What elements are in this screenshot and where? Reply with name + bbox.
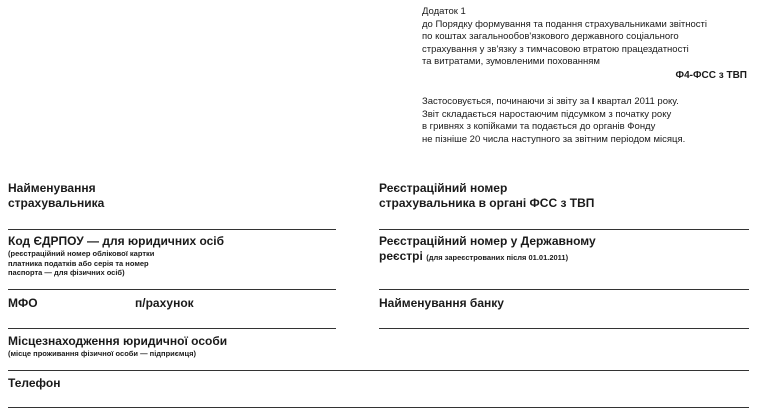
usage-note-line: не пізніше 20 числа наступного за звітним періодом місяця.	[422, 133, 686, 145]
edrpou-sublabel: паспорта — для фізичних осіб)	[8, 268, 125, 277]
edrpou-sublabel: платника податків або серія та номер	[8, 258, 149, 268]
insurer-name-label-line: страхувальника	[8, 196, 105, 210]
fss-reg-number-label-line: Реєстраційний номер	[379, 181, 508, 195]
location-block	[8, 334, 227, 359]
bank-name-field-line[interactable]	[379, 328, 749, 329]
location-field-line[interactable]	[8, 370, 749, 371]
state-register-field-line[interactable]	[379, 289, 749, 290]
phone-label: Телефон	[8, 376, 61, 390]
phone-field-line[interactable]	[8, 407, 749, 408]
usage-note	[422, 96, 685, 146]
state-register-label	[379, 234, 596, 265]
state-register-label-line: Реєстраційний номер у Державному	[379, 234, 596, 248]
state-register-label-text: реєстрі	[379, 249, 423, 263]
location-sublabel: (місце проживання фізичної особи — підприємця)	[8, 349, 196, 358]
state-register-label-line	[379, 249, 596, 265]
edrpou-field-line[interactable]	[8, 289, 336, 290]
edrpou-block	[8, 234, 224, 278]
quarter-roman: І	[591, 96, 595, 107]
appendix-block	[422, 6, 707, 69]
edrpou-label: Код ЄДРПОУ — для юридичних осіб	[8, 234, 225, 248]
usage-note-line	[422, 96, 685, 109]
appendix-line: до Порядку формування та подання страхувальниками звітності	[422, 18, 708, 30]
appendix-line: та витратами, зумовленими похованням	[422, 56, 600, 67]
appendix-line: по коштах загальнообов'язкового державного соціального	[422, 31, 679, 42]
insurer-name-label-line: Найменування	[8, 181, 96, 195]
mfo-label: МФО	[8, 296, 38, 310]
fss-reg-number-field-line[interactable]	[379, 229, 749, 230]
usage-note-line: в гривнях з копійками та подається до органів Фонду	[422, 121, 656, 132]
appendix-line: страхування у зв'язку з тимчасовою втратою працездатності	[422, 43, 689, 55]
usage-note-text: квартал 2011 року.	[594, 96, 679, 107]
account-label: п/рахунок	[135, 296, 194, 310]
insurer-name-label	[8, 181, 104, 211]
fss-reg-number-label	[379, 181, 594, 211]
state-register-sublabel: (для зареєстрованих після 01.01.2011)	[426, 253, 569, 262]
location-label: Місцезнаходження юридичної особи	[8, 334, 228, 348]
form-code: Ф4-ФСС з ТВП	[675, 70, 747, 81]
appendix-title: Додаток 1	[422, 6, 466, 17]
fss-reg-number-label-line: страхувальника в органі ФСС з ТВП	[379, 196, 595, 210]
insurer-name-field-line[interactable]	[8, 229, 336, 230]
usage-note-line: Звіт складається наростаючим підсумком з початку року	[422, 108, 672, 120]
usage-note-text: Застосовується, починаючи зі звіту за	[422, 96, 592, 107]
edrpou-sublabel: (реєстраційний номер облікової картки	[8, 249, 155, 258]
bank-name-label: Найменування банку	[379, 296, 504, 310]
mfo-account-field-line[interactable]	[8, 328, 336, 329]
